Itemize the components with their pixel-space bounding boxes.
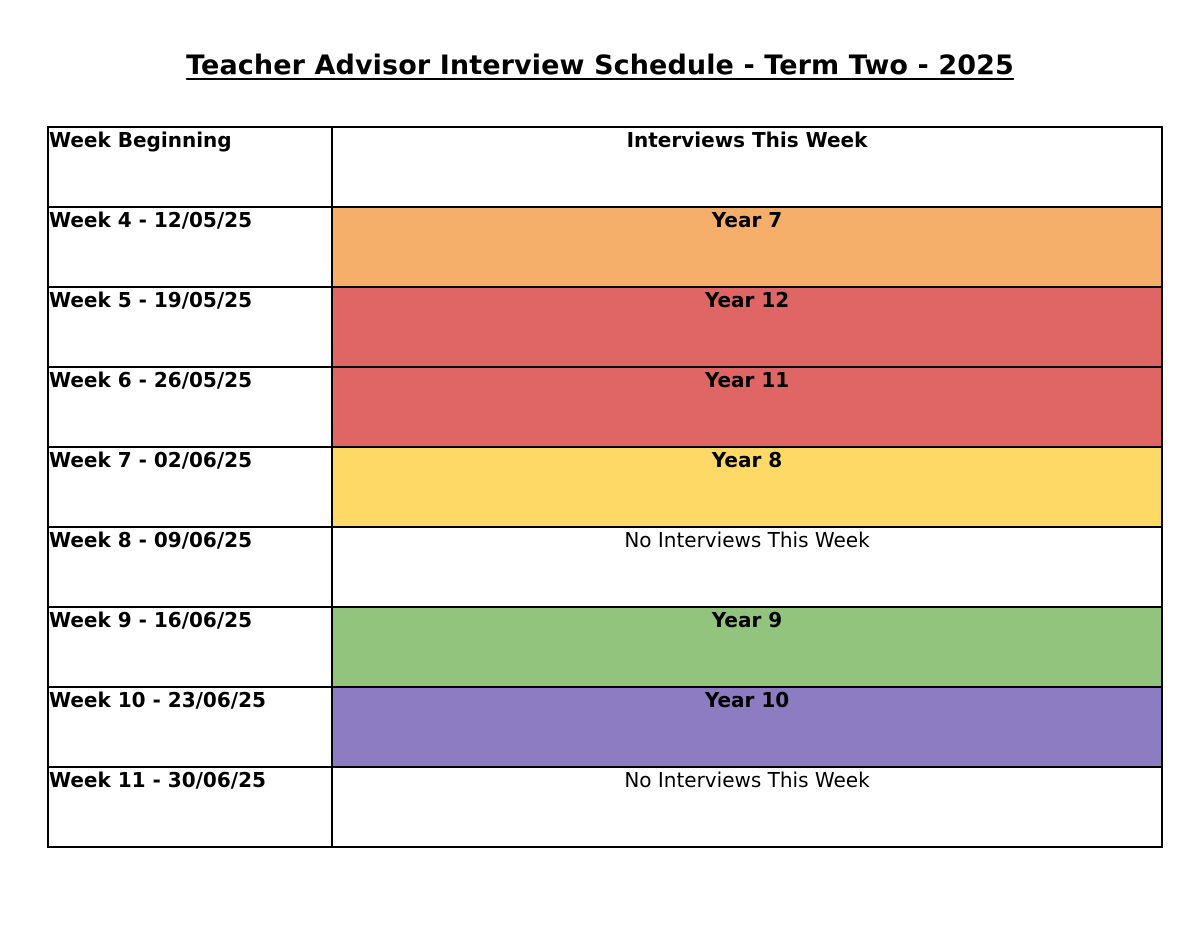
table-row: [48, 527, 1162, 607]
week-cell: Week 11 - 30/06/25: [48, 767, 332, 847]
week-cell: Week 6 - 26/05/25: [48, 367, 332, 447]
table-header-row: [48, 127, 1162, 207]
week-cell: Week 7 - 02/06/25: [48, 447, 332, 527]
interviews-cell: Year 12: [332, 287, 1162, 367]
interviews-cell: Year 11: [332, 367, 1162, 447]
table-row: [48, 447, 1162, 527]
column-header-interviews: Interviews This Week: [332, 127, 1162, 207]
table-row: [48, 207, 1162, 287]
table-row: [48, 287, 1162, 367]
interviews-cell: Year 9: [332, 607, 1162, 687]
schedule-table: [47, 126, 1163, 848]
week-cell: Week 9 - 16/06/25: [48, 607, 332, 687]
table-row: [48, 687, 1162, 767]
interviews-cell: Year 10: [332, 687, 1162, 767]
interviews-cell: Year 8: [332, 447, 1162, 527]
week-cell: Week 10 - 23/06/25: [48, 687, 332, 767]
table-row: [48, 607, 1162, 687]
page-title: Teacher Advisor Interview Schedule - Term Two - 2025: [186, 50, 1014, 81]
table-row: [48, 367, 1162, 447]
interviews-cell: No Interviews This Week: [332, 527, 1162, 607]
interviews-cell: Year 7: [332, 207, 1162, 287]
table-row: [48, 767, 1162, 847]
week-cell: Week 8 - 09/06/25: [48, 527, 332, 607]
interviews-cell: No Interviews This Week: [332, 767, 1162, 847]
week-cell: Week 5 - 19/05/25: [48, 287, 332, 367]
column-header-week-beginning: Week Beginning: [48, 127, 332, 207]
week-cell: Week 4 - 12/05/25: [48, 207, 332, 287]
